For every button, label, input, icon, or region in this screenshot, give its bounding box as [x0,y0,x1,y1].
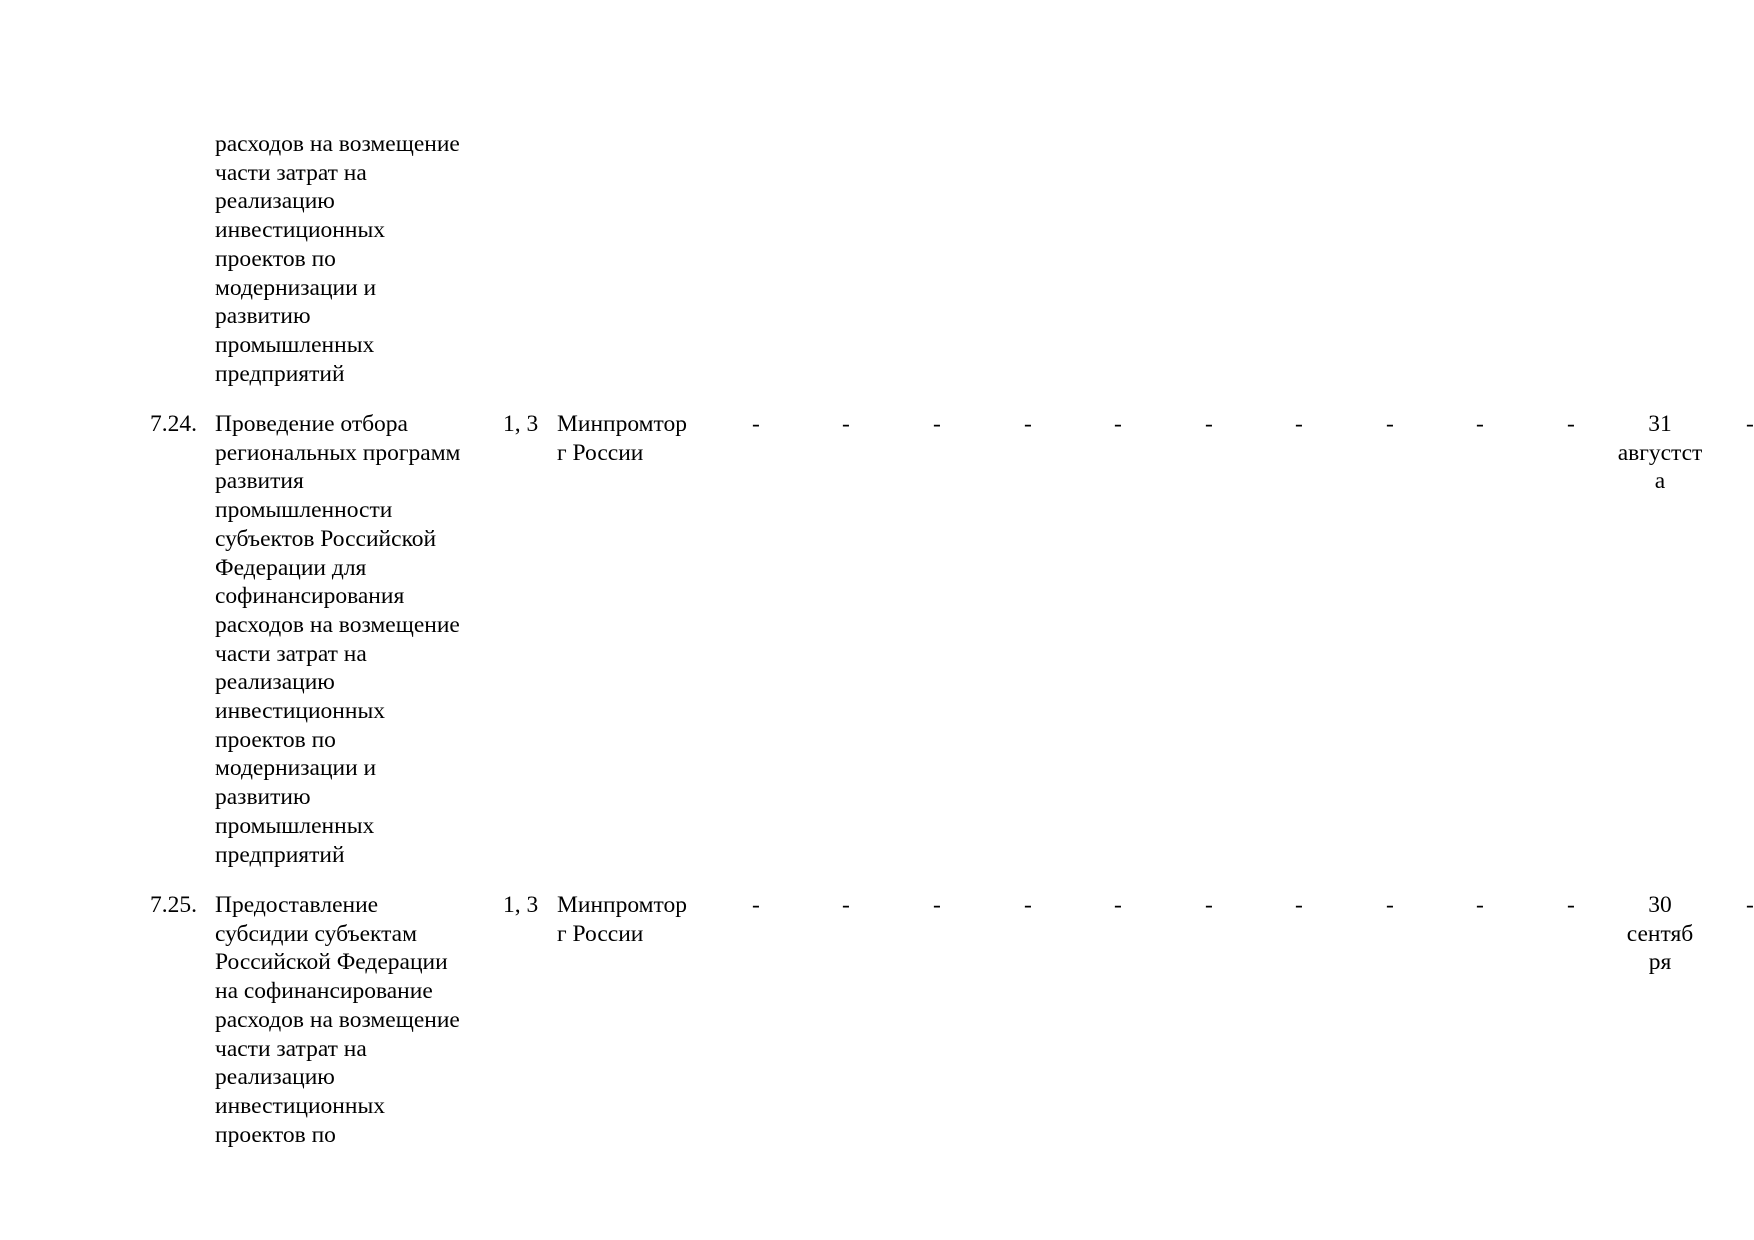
desc-line: промышленности [215,497,393,524]
row-number: 7.25. [150,892,197,918]
dash-cell: - [1024,892,1032,918]
desc-line: части затрат на [215,640,367,667]
row-codes: 1, 3 [503,892,539,918]
desc-line: модернизации и [215,274,377,301]
desc-line: модернизации и [215,755,377,782]
row-codes: 1, 3 [503,411,539,437]
desc-line: на софинансирование [215,978,433,1005]
dash-cell: - [1295,411,1303,437]
dash-cell: - [933,892,941,918]
executor-line: Минпромтор [557,892,688,918]
dash-cell: - [1205,892,1213,918]
desc-line: проектов по [215,245,336,272]
desc-line: расходов на возмещение [215,611,460,638]
row-date [1608,410,1712,496]
dash-cell: - [1386,411,1394,437]
dash-cell: - [933,411,941,437]
desc-line: развитию [215,303,311,330]
date-line: а [1654,468,1666,495]
dash-cell: - [1476,411,1484,437]
row-number: 7.24. [150,411,197,437]
desc-line: части затрат на [215,1035,367,1062]
continuation-description [215,130,460,388]
dash-cell: - [752,892,760,918]
dash-cell: - [1567,411,1575,437]
desc-line: Федерации для [215,554,367,581]
desc-line: проектов по [215,1121,336,1148]
desc-line: развития [215,468,304,495]
dash-cell: - [1567,892,1575,918]
executor-line: г России [557,920,644,947]
desc-line: предприятий [215,841,345,868]
desc-line: промышленных [215,812,375,839]
desc-line: промышленных [215,331,375,358]
desc-line: Российской Федерации [215,949,448,976]
desc-line: инвестиционных [215,217,385,244]
executor-line: Минпромтор [557,411,688,437]
dash-cell: - [1476,892,1484,918]
row-description [215,410,460,869]
row-executor [557,410,687,467]
date-line: сентяб [1626,920,1694,947]
desc-line: инвестиционных [215,698,385,725]
row-date [1608,891,1712,977]
desc-line: реализацию [215,188,335,215]
dash-cell: - [842,892,850,918]
date-line: 30 [1648,892,1672,918]
dash-cell: - [842,411,850,437]
desc-line: субъектов Российской [215,525,437,552]
desc-line: Предоставление [215,892,379,918]
dash-cell: - [1114,892,1122,918]
row-executor [557,891,687,948]
desc-line: развитию [215,784,311,811]
desc-line: расходов на возмещение [215,131,460,157]
row-description [215,891,460,1149]
dash-cell-last: - [1746,892,1754,918]
dash-cell: - [1295,892,1303,918]
dash-cell: - [1386,892,1394,918]
dash-cell: - [1205,411,1213,437]
desc-line: региональных программ [215,439,461,466]
desc-line: инвестиционных [215,1092,385,1119]
desc-line: части затрат на [215,159,367,186]
desc-line: Проведение отбора [215,411,408,437]
desc-line: предприятий [215,360,345,387]
dash-cell: - [1114,411,1122,437]
date-line: ря [1648,949,1672,976]
desc-line: софинансирования [215,583,405,610]
date-line: 31 [1648,411,1672,437]
executor-line: г России [557,439,644,466]
date-line: августст [1617,439,1703,466]
desc-line: проектов по [215,726,336,753]
desc-line: субсидии субъектам [215,920,417,947]
desc-line: реализацию [215,669,335,696]
desc-line: расходов на возмещение [215,1006,460,1033]
dash-cell: - [752,411,760,437]
desc-line: реализацию [215,1064,335,1091]
dash-cell-last: - [1746,411,1754,437]
dash-cell: - [1024,411,1032,437]
